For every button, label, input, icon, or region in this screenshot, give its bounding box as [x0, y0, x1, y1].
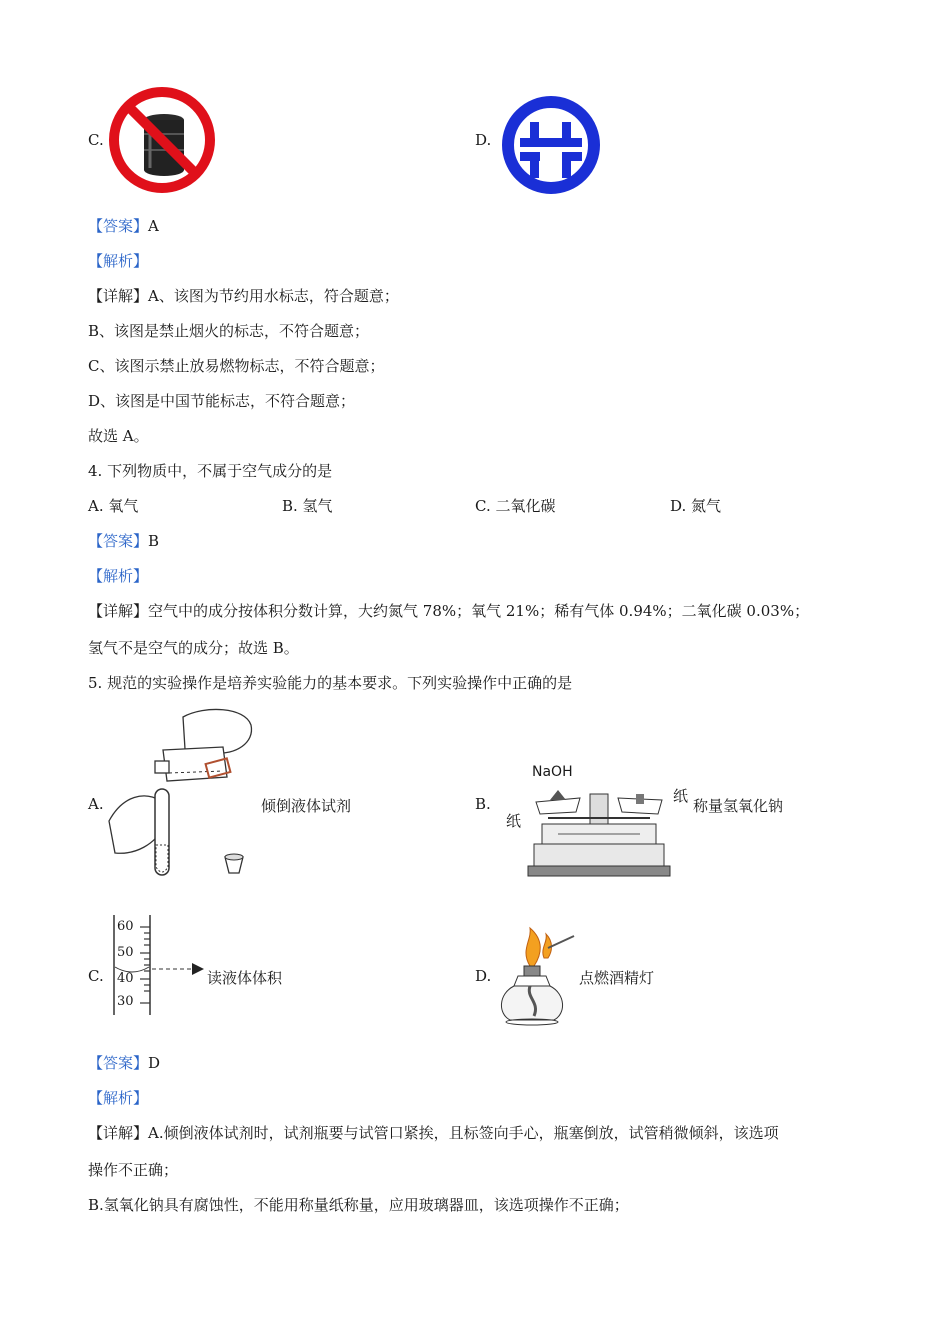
q5-option-c-caption: 读液体体积 — [207, 969, 283, 987]
q4-detail-line1 — [88, 600, 809, 622]
paper-label-right: 纸 — [673, 787, 689, 805]
detail-label: 【详解】 — [88, 602, 149, 620]
q5-analysis-label: 【解析】 — [88, 1089, 149, 1107]
alcohol-lamp-illustration — [496, 928, 578, 1028]
tick-50: 50 — [117, 945, 134, 960]
q5-option-b-label: B. — [475, 795, 491, 813]
q3-detail-line2: B、该图是禁止烟火的标志，不符合题意； — [88, 322, 370, 340]
no-flammables-sign-icon — [106, 84, 218, 196]
q3-option-d-label: D. — [475, 131, 492, 149]
tick-40: 40 — [117, 971, 134, 986]
balance-scale-illustration — [528, 782, 670, 880]
naoh-label: NaOH — [532, 764, 573, 780]
q5-option-a-caption: 倾倒液体试剂 — [261, 797, 352, 815]
detail-text: A、该图为节约用水标志，符合题意； — [148, 287, 399, 305]
answer-label: 【答案】 — [88, 532, 149, 550]
answer-label: 【答案】 — [88, 217, 149, 235]
q4-option-a: A. 氧气 — [88, 497, 139, 515]
q5-option-d-label: D. — [475, 967, 492, 985]
pouring-liquid-illustration — [105, 705, 255, 880]
q4-option-c: C. 二氧化碳 — [475, 497, 556, 515]
q5-option-b-caption: 称量氢氧化钠 — [693, 797, 784, 815]
q4-detail-line2: 氢气不是空气的成分；故选 B。 — [88, 639, 299, 657]
q5-answer — [88, 1052, 160, 1074]
q3-detail-line1 — [88, 285, 399, 307]
q4-option-d: D. 氮气 — [670, 497, 722, 515]
detail-label: 【详解】 — [88, 287, 149, 305]
answer-value: D — [148, 1054, 161, 1072]
detail-text: A.倾倒液体试剂时，试剂瓶要与试管口紧挨，且标签向手心，瓶塞倒放，试管稍微倾斜，该选项 — [148, 1124, 779, 1142]
answer-value: A — [148, 217, 159, 235]
q3-detail-line5: 故选 A。 — [88, 427, 149, 445]
q5-option-c-label: C. — [88, 967, 104, 985]
q5-question: 5. 规范的实验操作是培养实验能力的基本要求。下列实验操作中正确的是 — [88, 674, 573, 692]
energy-saving-sign-icon — [500, 94, 602, 196]
tick-30: 30 — [117, 994, 134, 1009]
q3-analysis-label: 【解析】 — [88, 252, 149, 270]
tick-60: 60 — [117, 919, 134, 934]
q3-detail-line3: C、该图示禁止放易燃物标志，不符合题意； — [88, 357, 385, 375]
q5-detail-line3: B.氢氧化钠具有腐蚀性，不能用称量纸称量，应用玻璃器皿，该选项操作不正确； — [88, 1196, 629, 1214]
answer-value: B — [148, 532, 160, 550]
q4-question: 4. 下列物质中，不属于空气成分的是 — [88, 462, 333, 480]
q3-answer — [88, 215, 159, 237]
q5-detail-line1 — [88, 1122, 779, 1144]
q4-option-b: B. 氢气 — [282, 497, 333, 515]
q5-detail-line2: 操作不正确； — [88, 1161, 179, 1179]
q3-option-c-label: C. — [88, 131, 104, 149]
q4-analysis-label: 【解析】 — [88, 567, 149, 585]
paper-label-left: 纸 — [506, 812, 522, 830]
q3-detail-line4: D、该图是中国节能标志，不符合题意； — [88, 392, 356, 410]
answer-label: 【答案】 — [88, 1054, 149, 1072]
q5-option-a-label: A. — [88, 795, 104, 813]
detail-label: 【详解】 — [88, 1124, 149, 1142]
q4-answer — [88, 530, 159, 552]
detail-text: 空气中的成分按体积分数计算，大约氮气 78%；氧气 21%；稀有气体 0.94%；二氧化碳 0.03%； — [148, 602, 810, 620]
q5-option-d-caption: 点燃酒精灯 — [579, 969, 655, 987]
